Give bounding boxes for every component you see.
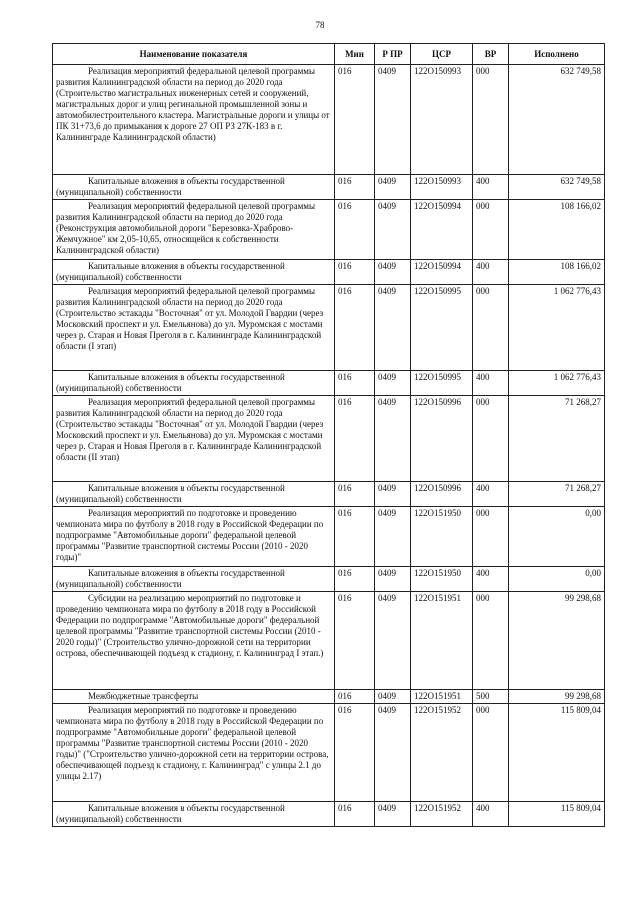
row-min: 016 [335,802,375,827]
row-vr: 000 [473,396,509,482]
row-min: 016 [335,371,375,396]
row-amount: 115 809,04 [509,802,605,827]
row-vr: 000 [473,507,509,567]
row-rpr: 0409 [375,396,411,482]
row-name: Капитальные вложения в объекты государственной (муниципальной) собственности [53,802,335,827]
row-amount: 0,00 [509,507,605,567]
header-amount: Исполнено [509,44,605,65]
row-vr: 400 [473,567,509,592]
table-row [53,200,605,260]
row-vr: 500 [473,690,509,704]
row-vr: 400 [473,175,509,200]
row-csr: 122О150994 [411,260,473,285]
row-rpr: 0409 [375,260,411,285]
row-vr: 400 [473,802,509,827]
row-name: Капитальные вложения в объекты государственной (муниципальной) собственности [53,175,335,200]
row-csr: 122О151951 [411,592,473,690]
row-csr: 122О150993 [411,65,473,175]
header-csr: ЦСР [411,44,473,65]
row-amount: 1 062 776,43 [509,371,605,396]
table-row [53,175,605,200]
header-min: Мин [335,44,375,65]
row-csr: 122О150993 [411,175,473,200]
row-amount: 108 166,02 [509,200,605,260]
row-name: Реализация мероприятий федеральной целевой программы развития Калининградской области на период до 2020 года (Строительство эстакады "Восточная" от ул. Молодой Гвардии (через Московский проспект и ул. Емельянова) до ул. Муромская с мостами через р. Старая и Новая Преголя в г. Калининграде Калининградской области (I этап) [53,285,335,371]
row-min: 016 [335,285,375,371]
table-row [53,482,605,507]
row-csr: 122О150996 [411,482,473,507]
row-rpr: 0409 [375,704,411,802]
table-row [53,285,605,371]
row-rpr: 0409 [375,175,411,200]
row-amount: 115 809,04 [509,704,605,802]
row-amount: 632 749,58 [509,65,605,175]
row-rpr: 0409 [375,507,411,567]
row-rpr: 0409 [375,592,411,690]
row-name: Реализация мероприятий по подготовке и проведению чемпионата мира по футболу в 2018 году в Российской Федерации по подпрограмме "Автомобильные дороги" федеральной целевой программы "Развитие транспортной системы России (2010 - 2020 годы)" [53,507,335,567]
row-csr: 122О151952 [411,704,473,802]
table-row [53,260,605,285]
row-amount: 71 268,27 [509,482,605,507]
row-min: 016 [335,260,375,285]
row-rpr: 0409 [375,567,411,592]
row-csr: 122О150994 [411,200,473,260]
row-name: Капитальные вложения в объекты государственной (муниципальной) собственности [53,567,335,592]
row-min: 016 [335,482,375,507]
table-row [53,802,605,827]
row-csr: 122О151950 [411,567,473,592]
row-vr: 000 [473,592,509,690]
row-vr: 000 [473,285,509,371]
table-row [53,65,605,175]
row-csr: 122О151950 [411,507,473,567]
row-name: Реализация мероприятий федеральной целевой программы развития Калининградской области на период до 2020 года (Строительство магистральных инженерных сетей и сооружений, магистральных дорог и улиц регинальной промышленной зоны и автомобилестроительного кластера. Магистральные дороги и улицы от ПК 31+73,6 до примыкания к дороге 27 ОП РЗ 27К-183 в г. Калининграде Калининградской области) [53,65,335,175]
row-name: Межбюджетные трансферты [53,690,335,704]
row-vr: 000 [473,65,509,175]
row-amount: 632 749,58 [509,175,605,200]
row-rpr: 0409 [375,285,411,371]
row-rpr: 0409 [375,200,411,260]
row-amount: 108 166,02 [509,260,605,285]
row-name: Реализация мероприятий федеральной целевой программы развития Калининградской области на период до 2020 года (Строительство эстакады "Восточная" от ул. Молодой Гвардии (через Московский проспект и ул. Емельянова) до ул. Муромская с мостами через р. Старая и Новая Преголя в г. Калининграде Калининградской области (II этап) [53,396,335,482]
row-amount: 99 298,68 [509,690,605,704]
table-row [53,704,605,802]
row-min: 016 [335,592,375,690]
row-rpr: 0409 [375,802,411,827]
row-min: 016 [335,396,375,482]
row-min: 016 [335,200,375,260]
row-name: Субсидии на реализацию мероприятий по подготовке и проведению чемпионата мира по футболу в 2018 году в Российской Федерации по подпрограмме "Автомобильные дороги" федеральной целевой программы "Развитие транспортной системы России (2010 - 2020 годы)" (Строительство улично-дорожной сети на территории острова, обеспечивающей подъезд к стадиону, г. Калининград I этап.) [53,592,335,690]
row-vr: 400 [473,482,509,507]
row-rpr: 0409 [375,65,411,175]
row-name: Реализация мероприятий федеральной целевой программы развития Калининградской области на период до 2020 года (Реконструкция автомобильной дороги "Березовка-Храброво-Жемчужное" км 2,05-10,65, относящейся к собственности Калининградской области) [53,200,335,260]
row-csr: 122О151951 [411,690,473,704]
row-amount: 1 062 776,43 [509,285,605,371]
row-rpr: 0409 [375,690,411,704]
table-row [53,396,605,482]
table-row [53,507,605,567]
table-row [53,371,605,396]
row-vr: 400 [473,260,509,285]
table-row [53,592,605,690]
row-min: 016 [335,567,375,592]
row-min: 016 [335,65,375,175]
row-name: Капитальные вложения в объекты государственной (муниципальной) собственности [53,371,335,396]
header-rpr: Р ПР [375,44,411,65]
header-name: Наименование показателя [53,44,335,65]
row-rpr: 0409 [375,482,411,507]
row-name: Капитальные вложения в объекты государственной (муниципальной) собственности [53,482,335,507]
page-number: 78 [315,20,325,30]
row-rpr: 0409 [375,371,411,396]
table-row [53,567,605,592]
row-amount: 99 298,68 [509,592,605,690]
row-min: 016 [335,690,375,704]
row-min: 016 [335,704,375,802]
row-csr: 122О150995 [411,285,473,371]
budget-execution-table [52,43,605,827]
row-amount: 71 268,27 [509,396,605,482]
row-name: Реализация мероприятий по подготовке и проведению чемпионата мира по футболу в 2018 году в Российской Федерации по подпрограмме "Автомобильные дороги" федеральной целевой программы "Развитие транспортной системы России (2010 - 2020 годы)" ("Строительство улично-дорожной сети на территории острова, обеспечивающей подъезд к стадиону, г. Калининград" с улицы 2.1 до улицы 2.17) [53,704,335,802]
row-name: Капитальные вложения в объекты государственной (муниципальной) собственности [53,260,335,285]
header-vr: ВР [473,44,509,65]
row-csr: 122О150995 [411,371,473,396]
row-csr: 122О150996 [411,396,473,482]
row-vr: 400 [473,371,509,396]
row-csr: 122О151952 [411,802,473,827]
row-min: 016 [335,175,375,200]
table-body [53,65,605,827]
table-row [53,690,605,704]
row-amount: 0,00 [509,567,605,592]
row-vr: 000 [473,704,509,802]
row-vr: 000 [473,200,509,260]
table-header-row [53,44,605,65]
row-min: 016 [335,507,375,567]
